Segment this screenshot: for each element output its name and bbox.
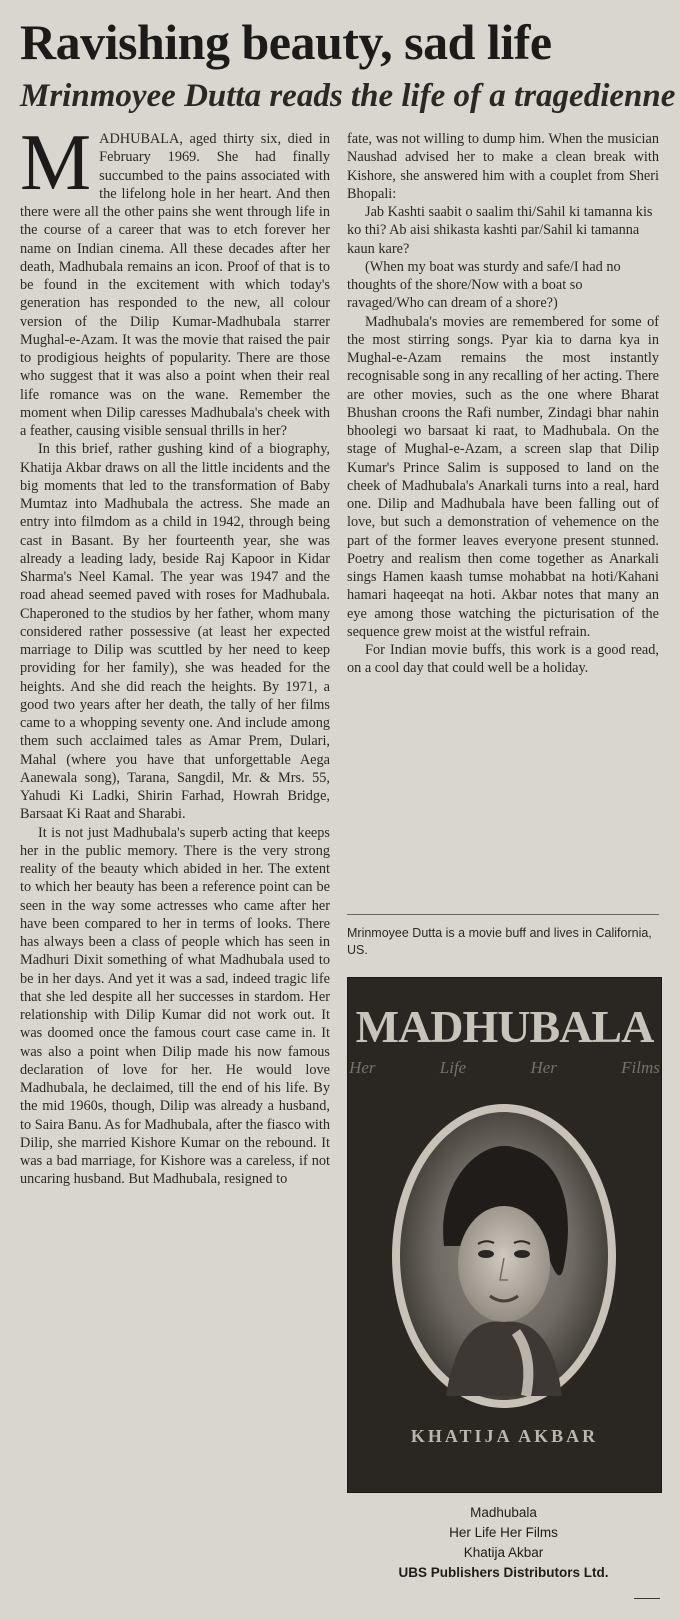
caption-subtitle: Her Life Her Films	[449, 1525, 558, 1540]
article-column-right	[347, 130, 659, 678]
couplet-translation: (When my boat was sturdy and safe/I had no thoughts of the shore/Now with a boat so ravaged/Who can dream of a shore?)	[347, 258, 621, 312]
cover-title: MADHUBALA	[355, 1001, 654, 1052]
subhead: Mrinmoyee Dutta reads the life of a tragedienne	[20, 78, 676, 114]
cover-author: KHATIJA AKBAR	[410, 1426, 599, 1446]
headline: Ravishing beauty, sad life	[20, 14, 552, 70]
paragraph-text: ADHUBALA, aged thirty six, died in February 1969. She had finally succumbed to the pains associated with the lifelong hole in her heart. And then there were all the other pains she went through life in the course of a career that was to etch forever her name on Indian cinema. All these decades after her death, Madhubala remains an icon. Proof of that is to be found in the excitement with which today's generation has responded to the new, all colour version of the Dilip Kumar-Madhubala starrer Mughal-e-Azam. It was the movie that raised the pair to prodigious heights of popularity. There are those who suggest that it was also a point when their real life romance was on the wane. Remember the moment when Dilip caresses Madhubala's cheek with a feather, causing visible sensual thrills in her?	[20, 131, 330, 439]
caption-author: Khatija Akbar	[463, 1545, 544, 1560]
article-paragraph-5: Madhubala's movies are remembered for some of the most stirring songs. Pyar kia to darna kya in Mughal-e-Azam remains the most instantly recognisable song in any recalling of her acting. There are other movies, such as the one where Bharat Bhushan croons the Rafi number, Zindagi bhar nahin bhoolegi wo barsaat ki raat, to Madhubala. On the stage of Mughal-e-Azam, a screen slap that Dilip Kumar's Prince Salim is supposed to land on the cheek of Madhubala's Anarkali turns into a real, hard one. Dilip and Madhubala have been falling out of love, but such a demonstration of vehemence on the part of the former leaves everyone present stunned. Poetry and realism then come together as Anarkali sings Hamen kaash tumse mohabbat na hoti/Kahani hamari haqeeqat na hoti. Akbar notes that many an eye among those watching the picturisation of the sequence grew moist at the wistful refrain.	[347, 313, 659, 640]
end-of-article-rule	[634, 1598, 660, 1599]
caption-title: Madhubala	[470, 1505, 537, 1520]
cover-subtitle: Her Life Her Films	[349, 1058, 660, 1077]
book-caption	[347, 1503, 660, 1583]
article-paragraph-6: For Indian movie buffs, this work is a good read, on a cool day that could well be a holiday.	[347, 642, 659, 677]
caption-publisher: UBS Publishers Distributors Ltd.	[398, 1565, 609, 1580]
portrait-illustration	[386, 1096, 623, 1416]
book-cover-image	[347, 977, 662, 1493]
couplet-urdu: Jab Kashti saabit o saalim thi/Sahil ki tamanna kis ko thi? Ab aisi shikasta kashti par/Sahil ki tamanna kaun kare?	[347, 204, 653, 257]
article-column-left	[20, 119, 330, 1189]
article-paragraph-2: In this brief, rather gushing kind of a biography, Khatija Akbar draws on all the little incidents and the big moments that led to the transformation of Baby Mumtaz into Madhubala the actress. She made an entry into filmdom as a child in 1942, through being cast in Basant. By her fourteenth year, she was already a leading lady, beside Raj Kapoor in Kidar Sharma's Neel Kamal. The year was 1947 and the road ahead seemed paved with roses for Madhubala. Chaperoned to the studios by her father, whom many considered rather possessive (at least her expected marriage to Dilip was scuttled by her need to keep providing for her family), she was headed for the heights. And she did reach the heights. By 1971, a good two years after her death, the tally of her films came to a whopping seventy one. And include among them such acclaimed tales as Amar Prem, Dulari, Mahal (where you have that unforgettable Aega Aanewala song), Tarana, Sangdil, Mr. & Mrs. 55, Yahudi Ki Ladki, Shirin Farhad, Howrah Bridge, Barsaat Ki Raat and Sharabi.	[20, 441, 330, 823]
article-paragraph-1	[20, 119, 330, 440]
drop-cap: M	[20, 119, 92, 207]
article-paragraph-3: It is not just Madhubala's superb acting that keeps her in the public memory. There is the very strong reality of the beauty which abided in her. The extent to which her beauty has been a reference point can be seen in the way some actresses who came after her have been compared to her in terms of looks. There has always been a class of people which has seen in Madhuri Dixit something of what Madhubala used to be in her days. And yet it was a sad, indeed tragic life that she led despite all her successes in stardom. Her relationship with Dilip Kumar did not work out. It was doomed once the famous court case came in. It was also a point when Dilip made his now famous declaration of love for her. He would love Madhubala, he declaimed, till the end of his life. By the mid 1960s, though, Dilip was already a husband, to Saira Banu. As for Madhubala, after the fiasco with Dilip, she married Kishore Kumar on the rebound. It was a bad marriage, for Kishore was a careless, if not uncaring husband. But Madhubala, resigned to	[20, 824, 330, 1188]
article-paragraph-4: fate, was not willing to dump him. When the musician Naushad advised her to make a clean break with Kishore, she answered him with a couplet from Sheri Bhopali:	[347, 131, 659, 202]
author-byline: Mrinmoyee Dutta is a movie buff and lives in California, US.	[347, 914, 659, 959]
